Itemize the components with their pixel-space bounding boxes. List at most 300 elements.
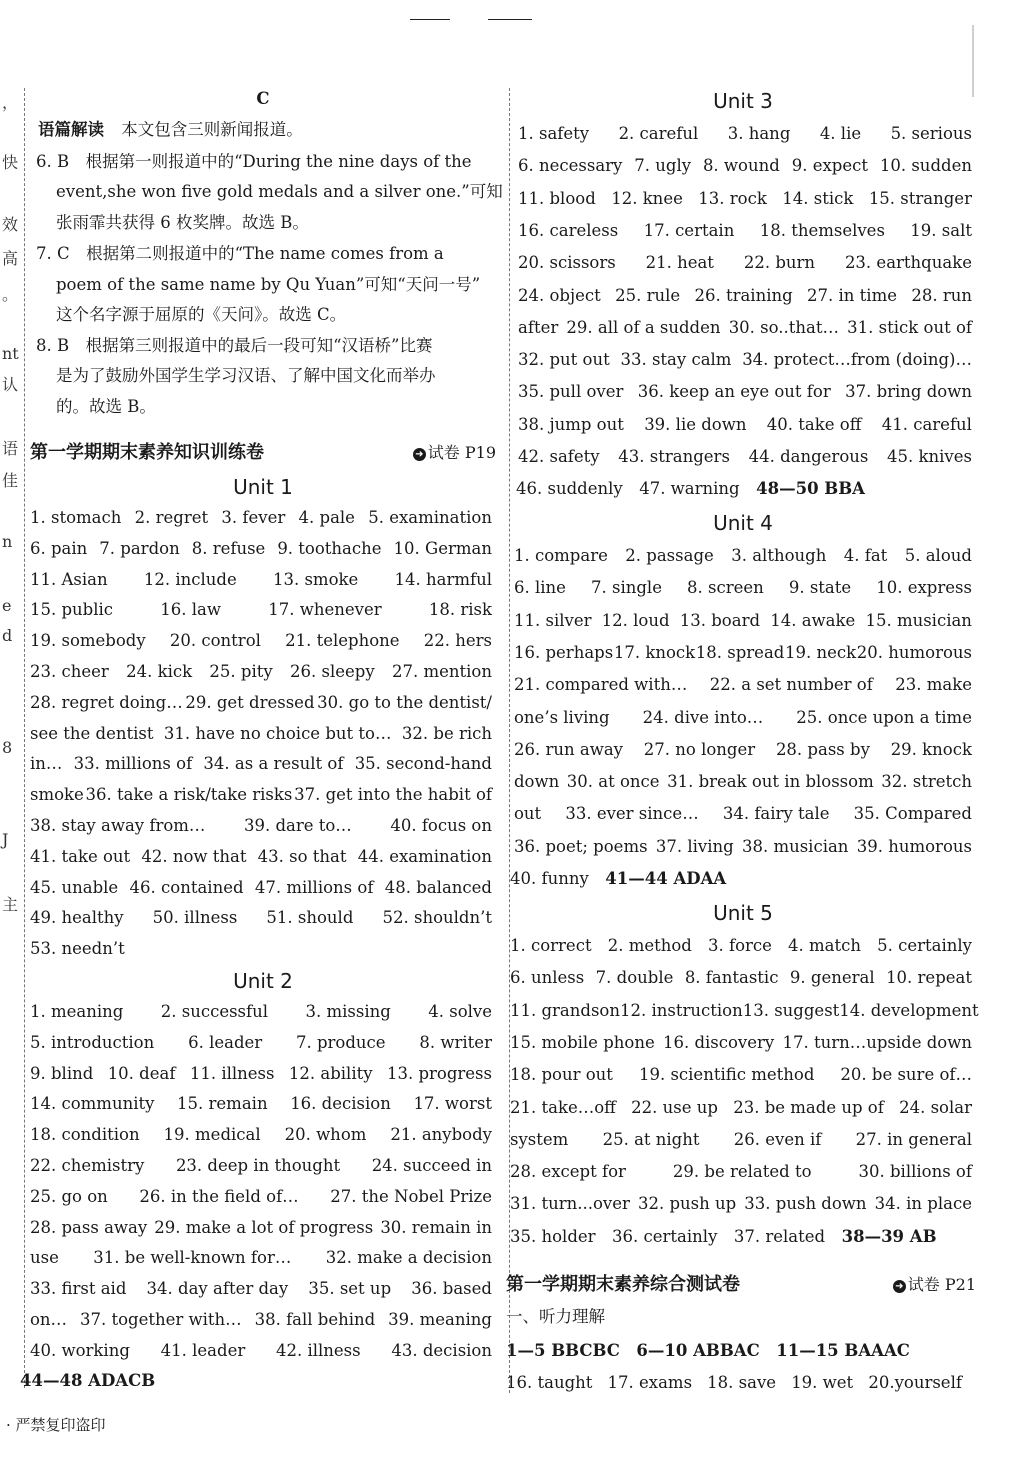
word-item: 14. harmful: [394, 569, 492, 589]
word-item: 1. stomach: [30, 508, 122, 527]
word-item: 17. whenever: [268, 600, 382, 620]
word-item: 8. screen: [687, 578, 764, 598]
word-item: 20.yourself: [868, 1373, 962, 1392]
word-item: 28. pass by: [775, 739, 870, 759]
word-item: 31. be well-known for…: [93, 1248, 292, 1268]
unit5-answers: 38—39 AB: [841, 1227, 937, 1246]
section-title: 第一学期期末素养知识训练卷: [30, 442, 264, 463]
word-item: down: [514, 772, 560, 792]
answer-line: [30, 1274, 496, 1304]
q7-line: 7. C 根据第二则报道中的“The name comes from a: [36, 244, 444, 263]
word-item: 1. correct: [510, 936, 592, 955]
answer-line: [30, 811, 496, 841]
word-item: 11. blood: [518, 188, 596, 208]
section-title-row: [30, 438, 496, 468]
word-item: 23. be made up of: [733, 1097, 884, 1117]
word-item: 26. even if: [733, 1129, 822, 1149]
answer-line: [510, 345, 976, 375]
word-item: 18. condition: [30, 1125, 140, 1145]
word-item: 4. pale: [298, 508, 355, 527]
word-item: 10. sudden: [879, 156, 972, 176]
word-item: 24. kick: [126, 662, 193, 681]
word-item: 27. the Nobel Prize: [330, 1186, 492, 1206]
word-item: on…: [30, 1310, 68, 1329]
word-item: 14. community: [30, 1094, 155, 1114]
section-ref: [413, 438, 496, 468]
word-item: 16. taught: [506, 1373, 593, 1392]
word-item: 44. dangerous: [748, 447, 869, 466]
word-item: 29. get dressed: [185, 692, 315, 712]
word-item: 22. use up: [631, 1097, 718, 1117]
word-item: 41. take out: [30, 846, 131, 866]
column-separator-left: [24, 88, 25, 1388]
word-item: 8. writer: [419, 1032, 492, 1052]
unit3-title: Unit 3: [713, 89, 773, 113]
q6-line: event,she won five gold medals and a silver one.”可知: [56, 182, 503, 201]
word-item: 25. rule: [615, 285, 681, 305]
word-item: 7. single: [591, 578, 662, 598]
word-item: 35. set up: [308, 1279, 392, 1299]
word-item: 4. lie: [819, 124, 862, 143]
word-item: 17. knock: [613, 642, 696, 662]
word-item: 19. medical: [163, 1125, 261, 1145]
word-item: 32. make a decision: [325, 1248, 492, 1268]
word-item: 20. be sure of…: [840, 1065, 972, 1085]
word-item: 31. break out in blossom: [667, 772, 874, 792]
word-item: out: [514, 804, 542, 824]
answer-line: [510, 541, 976, 571]
word-item: 2. successful: [160, 1002, 269, 1021]
word-item: 34. in place: [874, 1194, 972, 1214]
answer-line: [30, 1028, 496, 1058]
word-item: 32. stretch: [881, 772, 972, 792]
word-item: 20. whom: [284, 1125, 367, 1145]
word-item: 35. Compared: [853, 804, 972, 824]
answer-line: [30, 1243, 496, 1273]
word-item: 28. pass away: [30, 1217, 148, 1237]
word-item: 11. grandson: [510, 1000, 620, 1020]
word-item: 24. solar: [899, 1097, 972, 1117]
word-item: 52. shouldn’t: [382, 908, 492, 928]
word-item: 19. somebody: [30, 631, 146, 651]
word-item: 38. jump out: [518, 414, 624, 434]
answer-line: [510, 799, 976, 829]
answer-line: [510, 1060, 976, 1090]
word-item: 13. board: [679, 610, 761, 630]
answer-line: [510, 281, 976, 311]
answer-line: [510, 996, 979, 1026]
word-item: 22. chemistry: [30, 1156, 145, 1175]
answer-line: [30, 1336, 496, 1366]
word-item: 39. lie down: [644, 414, 747, 434]
word-item: 2. regret: [134, 508, 209, 527]
word-item: 30. at once: [566, 772, 660, 792]
left-margin-bleed: [0, 82, 18, 1372]
arrow-icon: ➜: [893, 1280, 906, 1293]
q7-line: 这个名字源于屈原的《天问》。故选 C。: [56, 305, 347, 324]
word-item: 19. wet: [791, 1373, 854, 1392]
answer-line: [510, 963, 976, 993]
bleed-glyph: 8: [2, 738, 13, 757]
answer-line: [30, 565, 496, 595]
answer-line: [510, 377, 976, 407]
word-item: 34. day after day: [146, 1279, 289, 1299]
header-letter: C: [256, 89, 270, 108]
word-item: 36. based: [411, 1279, 492, 1299]
word-item: 39. dare to…: [243, 816, 352, 835]
word-item: system: [510, 1129, 569, 1149]
word-item: 14. awake: [770, 610, 856, 630]
word-item: 2. careful: [618, 124, 699, 143]
word-item: 37. living: [655, 836, 734, 856]
section2-ref: [893, 1270, 976, 1300]
answer-line: [510, 313, 976, 343]
word-item: 39. humorous: [856, 836, 972, 856]
unit4-answers: 41—44 ADAA: [605, 869, 727, 888]
section2-ref-text: 试卷 P21: [907, 1275, 976, 1294]
q8-line: 的。故选 B。: [56, 397, 156, 416]
section2-title-row: [506, 1270, 976, 1300]
answer-line: [510, 670, 976, 700]
bleed-glyph: J: [2, 830, 9, 849]
word-item: 45. knives: [887, 447, 972, 466]
answer-line: [30, 780, 496, 810]
answer-line: [510, 248, 976, 278]
word-item: 17. exams: [607, 1373, 693, 1392]
word-item: 33. push down: [744, 1194, 867, 1214]
word-item: 30. remain in: [380, 1217, 492, 1237]
answer-line: [30, 1305, 496, 1335]
word-item: one’s living: [514, 707, 610, 727]
word-item: 29. make a lot of progress: [154, 1217, 374, 1237]
answer-line: [30, 503, 496, 533]
word-item: 3. hang: [727, 124, 791, 143]
word-item: 9. toothache: [277, 538, 382, 558]
word-item: 20. control: [169, 631, 261, 651]
word-item: 31. have no choice but to…: [163, 723, 392, 743]
answer-line: [510, 638, 976, 668]
word-item: 16. discovery: [662, 1032, 775, 1052]
unit3-answers: 48—50 BBA: [756, 479, 865, 498]
word-item: 29. all of a sudden: [566, 317, 721, 337]
word-item: 36. poet; poems: [514, 836, 648, 856]
word-item: 5. certainly: [877, 936, 972, 955]
word-item: 2. passage: [625, 546, 714, 565]
word-item: 7. double: [595, 968, 674, 988]
word-item: 13. progress: [386, 1063, 492, 1083]
word-item: 42. illness: [275, 1340, 361, 1360]
bleed-glyph: 快: [2, 153, 19, 172]
word-item: after: [518, 317, 559, 337]
word-item: 8. wound: [702, 156, 780, 176]
word-item: 25. pity: [209, 662, 273, 681]
q6-line: 6. B 根据第一则报道中的“During the nine days of the: [36, 152, 472, 171]
word-item: 26. training: [694, 285, 793, 305]
word-item: 48. balanced: [384, 877, 492, 897]
word-item: 12. knee: [611, 188, 683, 208]
reading-intro: [30, 115, 496, 145]
word-item: 41. careful: [881, 414, 972, 434]
word-item: 42. safety: [518, 447, 600, 466]
answer-line: [30, 873, 496, 903]
word-item: 41. leader: [160, 1340, 246, 1360]
word-item: 4. solve: [428, 1002, 492, 1021]
word-item: 34. protect…from (doing)…: [742, 350, 972, 370]
word-item: 2. method: [607, 936, 692, 955]
word-item: 17. turn…upside down: [782, 1032, 972, 1052]
word-item: 18. save: [707, 1373, 777, 1392]
bleed-glyph: 高: [2, 249, 19, 268]
unit1-title: Unit 1: [233, 475, 293, 499]
answer-line: [510, 184, 976, 214]
word-item: 9. expect: [791, 156, 868, 176]
word-item: 25. at night: [602, 1129, 700, 1149]
answer-line: [510, 1189, 976, 1219]
reading-text: 本文包含三则新闻报道。: [121, 120, 303, 139]
word-item: 5. examination: [368, 508, 492, 527]
word-item: 26. in the field of…: [139, 1186, 299, 1206]
word-item: 23. cheer: [30, 662, 109, 681]
word-item: 15. remain: [177, 1094, 268, 1114]
word-item: 19. scientific method: [638, 1065, 815, 1085]
word-item: use: [30, 1248, 59, 1268]
word-item: 24. succeed in: [371, 1156, 492, 1175]
word-item: 43. strangers: [618, 447, 730, 466]
unit5-last: [510, 1222, 976, 1252]
word-item: 1. meaning: [30, 1002, 124, 1021]
q8-line: 是为了鼓励外国学生学习汉语、了解中国文化而举办: [56, 366, 436, 385]
word-item: 40. take off: [766, 414, 862, 434]
word-item: 16. law: [160, 600, 222, 620]
word-item: 33. millions of: [73, 754, 193, 774]
word-item: 33. first aid: [30, 1279, 127, 1299]
word-item: 36. take a risk/take risks: [85, 785, 293, 805]
word-item: 10. German: [393, 538, 492, 558]
answer-line: [30, 1213, 496, 1243]
word-item: 10. deaf: [107, 1063, 176, 1083]
word-item: in…: [30, 754, 63, 774]
arrow-icon: ➜: [413, 448, 426, 461]
answer-line: [30, 842, 496, 872]
answer-line: [510, 767, 976, 797]
word-item: 8. refuse: [191, 538, 266, 558]
top-rule-left: [410, 19, 450, 20]
word-item: 15. musician: [865, 610, 972, 630]
q8-line: 8. B 根据第三则报道中的最后一段可知“汉语桥”比赛: [36, 336, 433, 355]
word-item: 38. musician: [741, 836, 849, 856]
word-item: 51. should: [266, 908, 354, 928]
word-item: 6. necessary: [518, 156, 623, 176]
word-item: 22. burn: [743, 253, 816, 273]
bleed-glyph: ，: [2, 93, 19, 112]
word-item: 28. regret doing…: [30, 692, 183, 712]
answer-line: [30, 595, 496, 625]
word-item: 12. ability: [288, 1063, 373, 1083]
word-item: 25. go on: [30, 1186, 108, 1206]
word-item: 39. meaning: [388, 1310, 492, 1329]
word-item: 37. get into the habit of: [294, 785, 492, 805]
answer-line: [510, 1157, 976, 1187]
answer-line: [30, 688, 496, 718]
word-item: 1. safety: [518, 124, 590, 143]
word-item: 26. sleepy: [290, 662, 375, 681]
word-item: smoke: [30, 785, 84, 805]
word-item: 14. development: [839, 1000, 979, 1020]
word-item: 6. line: [514, 578, 566, 598]
word-item: 6. pain: [30, 538, 88, 558]
word-item: 9. state: [788, 578, 852, 598]
answer-line: [30, 534, 496, 564]
bleed-glyph: 认: [2, 375, 19, 394]
word-item: 3. although: [731, 546, 827, 565]
listening-words: [506, 1368, 962, 1398]
top-rule-right: [488, 19, 532, 20]
answer-line: [510, 119, 976, 149]
word-item: 29. be related to: [672, 1162, 812, 1182]
word-item: 3. missing: [305, 1002, 391, 1021]
word-item: 20. scissors: [518, 253, 616, 273]
word-item: 9. blind: [30, 1063, 94, 1083]
unit4-last-words: 40. funny: [510, 869, 606, 888]
word-item: 21. take…off: [510, 1097, 616, 1117]
answer-line: [510, 442, 976, 472]
answer-line: [30, 1059, 496, 1089]
word-item: 18. spread: [695, 642, 785, 662]
word-item: 7. pardon: [99, 538, 180, 558]
word-item: 12. loud: [601, 610, 670, 630]
word-item: 20. humorous: [856, 642, 972, 662]
word-item: 7. ugly: [634, 156, 692, 176]
word-item: 12. instruction: [620, 1000, 743, 1020]
word-item: 23. deep in thought: [175, 1156, 341, 1175]
word-item: 13. suggest: [742, 1000, 840, 1020]
answer-line: [510, 703, 976, 733]
word-item: 43. so that: [257, 846, 347, 866]
word-item: 10. repeat: [886, 968, 972, 988]
answer-line: [30, 749, 496, 779]
word-item: 40. focus on: [390, 816, 492, 835]
answer-line: [30, 626, 496, 656]
word-item: 16. perhaps: [514, 642, 614, 662]
answer-line: [30, 1182, 496, 1212]
word-item: 5. aloud: [904, 546, 972, 565]
word-item: 43. decision: [391, 1340, 492, 1360]
word-item: 18. themselves: [759, 220, 885, 240]
word-item: 14. stick: [782, 188, 854, 208]
word-item: 23. make: [895, 675, 972, 695]
word-item: 27. in time: [807, 285, 897, 305]
word-item: 30. billions of: [858, 1162, 972, 1182]
word-item: 27. in general: [855, 1129, 972, 1149]
word-item: 49. healthy: [30, 908, 124, 928]
bleed-glyph: 语: [2, 439, 19, 458]
word-item: 21. compared with…: [514, 675, 688, 695]
word-item: 22. hers: [423, 631, 492, 651]
answer-line: [510, 832, 976, 862]
q7-line: poem of the same name by Qu Yuan”可知“天问一号”: [56, 275, 481, 294]
word-item: 44. examination: [357, 846, 492, 866]
word-item: 50. illness: [152, 908, 238, 928]
answer-line: [30, 1089, 496, 1119]
answer-line: [510, 216, 976, 246]
word-item: 3. fever: [221, 508, 286, 527]
answer-line: [30, 934, 496, 964]
word-item: 12. include: [143, 569, 237, 589]
answer-line: [510, 1028, 976, 1058]
word-item: 17. certain: [643, 220, 735, 240]
unit5-last-words: 35. holder 36. certainly 37. related: [510, 1227, 842, 1246]
answer-line: [510, 573, 976, 603]
word-item: 24. dive into…: [642, 707, 764, 727]
word-item: 22. a set number of: [709, 675, 873, 695]
word-item: 18. risk: [428, 600, 492, 620]
word-item: 15. public: [30, 600, 114, 620]
section-ref-text: 试卷 P19: [427, 443, 496, 462]
word-item: 34. fairy tale: [722, 804, 830, 824]
listening-title: 一、听力理解: [506, 1307, 605, 1326]
answer-line: [510, 410, 976, 440]
word-item: 13. rock: [698, 188, 767, 208]
unit2-title: Unit 2: [233, 969, 293, 993]
word-item: 5. introduction: [30, 1032, 155, 1052]
word-item: 37. together with…: [79, 1310, 242, 1329]
word-item: 13. smoke: [272, 569, 359, 589]
word-item: see the dentist: [30, 723, 154, 743]
answer-line: [30, 1120, 496, 1150]
word-item: 31. turn...over: [510, 1194, 630, 1214]
word-item: 32. push up: [638, 1194, 737, 1214]
word-item: 47. millions of: [254, 877, 374, 897]
word-item: 37. bring down: [845, 382, 972, 402]
unit3-last: [510, 474, 976, 504]
answer-line: [510, 735, 976, 765]
word-item: 10. express: [876, 578, 972, 598]
word-item: 5. serious: [890, 124, 972, 143]
bleed-glyph: e: [2, 596, 12, 615]
word-item: 38. fall behind: [254, 1310, 376, 1329]
word-item: 33. stay calm: [620, 350, 732, 370]
word-item: 19. salt: [910, 220, 972, 240]
word-item: 28. run: [911, 285, 972, 305]
word-item: 28. except for: [510, 1162, 626, 1182]
section2-title: 第一学期期末素养综合测试卷: [506, 1274, 740, 1295]
answer-line: [510, 931, 976, 961]
word-item: 30. so..that…: [728, 317, 839, 337]
word-item: 19. neck: [785, 642, 857, 662]
word-item: 4. fat: [843, 546, 888, 565]
word-item: 18. pour out: [510, 1065, 613, 1085]
answer-line: [510, 1093, 976, 1123]
word-item: 21. heat: [645, 253, 714, 273]
word-item: 7. produce: [296, 1032, 386, 1052]
word-item: 27. mention: [391, 662, 492, 681]
listening-answers: 1—5 BBCBC 6—10 ABBAC 11—15 BAAAC: [506, 1341, 910, 1360]
answer-line: [510, 151, 976, 181]
word-item: 16. decision: [290, 1094, 391, 1114]
word-item: 31. stick out of: [847, 317, 972, 337]
bleed-glyph: 佳: [2, 471, 19, 490]
word-item: 53. needn’t: [30, 939, 125, 959]
unit2-answers: 44—48 ADACB: [20, 1371, 156, 1390]
unit3-last-words: 46. suddenly 47. warning: [516, 479, 757, 498]
word-item: 25. once upon a time: [796, 707, 972, 727]
bleed-glyph: n: [2, 532, 13, 551]
bleed-glyph: 。: [2, 285, 19, 304]
word-item: 34. as a result of: [203, 754, 344, 774]
word-item: 40. working: [30, 1340, 130, 1360]
word-item: 24. object: [518, 285, 601, 305]
word-item: 6. leader: [188, 1032, 263, 1052]
